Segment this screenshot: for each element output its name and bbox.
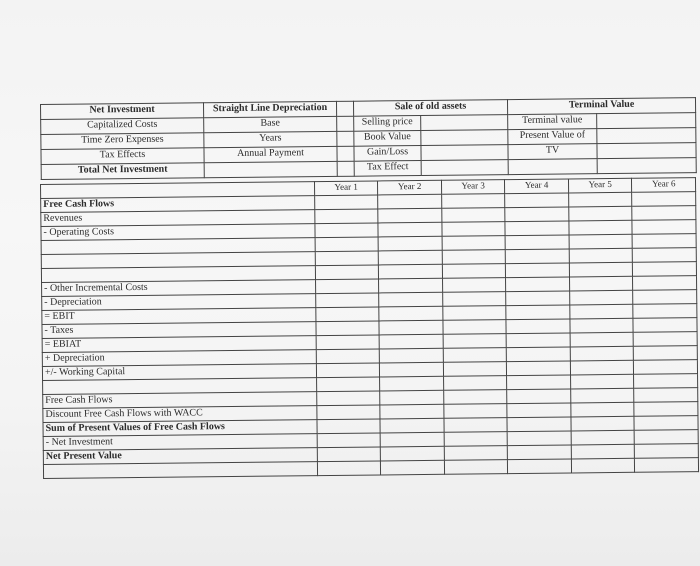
- value-cell[interactable]: [571, 402, 635, 417]
- value-cell[interactable]: [507, 347, 571, 362]
- value-cell[interactable]: [315, 265, 379, 280]
- value-cell[interactable]: [442, 250, 506, 265]
- sale-item: Selling price: [354, 116, 421, 132]
- value-cell[interactable]: [632, 192, 696, 207]
- row-label: - Taxes: [42, 322, 316, 339]
- summary-cell[interactable]: [597, 128, 696, 144]
- value-cell[interactable]: [633, 304, 697, 319]
- summary-cell[interactable]: [337, 146, 354, 161]
- value-cell[interactable]: [569, 248, 633, 263]
- terminal-item: TV: [508, 144, 597, 160]
- cash-flow-table: [40, 177, 699, 479]
- value-cell[interactable]: [633, 248, 697, 263]
- value-cell[interactable]: [570, 360, 634, 375]
- value-cell[interactable]: [316, 335, 380, 350]
- value-cell[interactable]: [633, 262, 697, 277]
- value-cell[interactable]: [378, 208, 442, 223]
- summary-cell[interactable]: [508, 159, 597, 175]
- summary-cell[interactable]: [421, 130, 508, 146]
- value-cell[interactable]: [507, 403, 571, 418]
- row-label: + Depreciation: [42, 350, 316, 367]
- value-cell[interactable]: [316, 349, 380, 364]
- year-header: Year 4: [505, 179, 569, 194]
- value-cell[interactable]: [379, 264, 443, 279]
- value-cell[interactable]: [633, 276, 697, 291]
- summary-table: [40, 97, 697, 180]
- summary-cell[interactable]: [421, 145, 508, 161]
- total-net-investment-label: Total Net Investment: [41, 163, 204, 180]
- value-cell[interactable]: [569, 206, 633, 221]
- value-cell[interactable]: [443, 348, 507, 363]
- value-cell[interactable]: [317, 419, 381, 434]
- value-cell[interactable]: [571, 458, 635, 473]
- sale-item: Gain/Loss: [354, 146, 421, 162]
- value-cell[interactable]: [315, 251, 379, 266]
- value-cell[interactable]: [316, 363, 380, 378]
- summary-cell[interactable]: [597, 143, 696, 159]
- value-cell[interactable]: [569, 192, 633, 207]
- value-cell[interactable]: [379, 320, 443, 335]
- value-cell[interactable]: [632, 234, 696, 249]
- sale-item: Tax Effect: [354, 161, 421, 177]
- value-cell[interactable]: [632, 206, 696, 221]
- value-cell[interactable]: [316, 377, 380, 392]
- row-label: Sum of Present Values of Free Cash Flows: [43, 420, 317, 437]
- value-cell[interactable]: [442, 264, 506, 279]
- value-cell[interactable]: [506, 277, 570, 292]
- value-cell[interactable]: [379, 278, 443, 293]
- net-investment-item: Capitalized Costs: [41, 118, 204, 135]
- value-cell[interactable]: [571, 388, 635, 403]
- value-cell[interactable]: [570, 290, 634, 305]
- summary-cell[interactable]: [337, 131, 354, 146]
- value-cell[interactable]: [444, 446, 508, 461]
- row-label: [43, 462, 317, 479]
- sale-title: Sale of old assets: [353, 100, 507, 117]
- value-cell[interactable]: [378, 222, 442, 237]
- summary-cell[interactable]: [421, 115, 508, 131]
- depreciation-title: Straight Line Depreciation: [203, 101, 336, 117]
- value-cell[interactable]: [442, 194, 506, 209]
- value-cell[interactable]: [380, 376, 444, 391]
- summary-cell[interactable]: [204, 161, 337, 177]
- value-cell[interactable]: [569, 276, 633, 291]
- year-header: Year 5: [568, 178, 632, 193]
- value-cell[interactable]: [570, 332, 634, 347]
- terminal-item: Present Value of: [508, 129, 597, 145]
- year-header: Year 2: [378, 180, 442, 195]
- value-cell[interactable]: [634, 416, 698, 431]
- value-cell[interactable]: [444, 390, 508, 405]
- value-cell[interactable]: [443, 362, 507, 377]
- terminal-title: Terminal Value: [507, 98, 695, 115]
- value-cell[interactable]: [442, 278, 506, 293]
- value-cell[interactable]: [315, 209, 379, 224]
- value-cell[interactable]: [506, 319, 570, 334]
- value-cell[interactable]: [634, 332, 698, 347]
- value-cell[interactable]: [381, 432, 445, 447]
- row-label: = EBIT: [42, 308, 316, 325]
- value-cell[interactable]: [380, 362, 444, 377]
- cash-flow-body: [41, 192, 699, 479]
- value-cell[interactable]: [570, 304, 634, 319]
- terminal-item: Terminal value: [508, 114, 597, 130]
- value-cell[interactable]: [507, 361, 571, 376]
- value-cell[interactable]: [317, 405, 381, 420]
- depreciation-item: Years: [204, 131, 337, 147]
- value-cell[interactable]: [632, 220, 696, 235]
- value-cell[interactable]: [379, 306, 443, 321]
- value-cell[interactable]: [634, 402, 698, 417]
- net-investment-title: Net Investment: [41, 103, 204, 120]
- summary-cell[interactable]: [421, 160, 508, 176]
- value-cell[interactable]: [443, 334, 507, 349]
- value-cell[interactable]: [315, 237, 379, 252]
- value-cell[interactable]: [634, 388, 698, 403]
- value-cell[interactable]: [317, 433, 381, 448]
- summary-spacer: [336, 101, 353, 116]
- value-cell[interactable]: [314, 195, 378, 210]
- value-cell[interactable]: [317, 391, 381, 406]
- year-header: Year 6: [632, 178, 696, 193]
- value-cell[interactable]: [317, 461, 381, 476]
- value-cell[interactable]: [634, 374, 698, 389]
- year-header: Year 3: [441, 180, 505, 195]
- row-label: - Net Investment: [43, 434, 317, 451]
- row-label: = EBIAT: [42, 336, 316, 353]
- value-cell[interactable]: [635, 458, 699, 473]
- value-cell[interactable]: [508, 459, 572, 474]
- value-cell[interactable]: [570, 346, 634, 361]
- value-cell[interactable]: [508, 431, 572, 446]
- value-cell[interactable]: [380, 404, 444, 419]
- value-cell[interactable]: [569, 220, 633, 235]
- value-cell[interactable]: [505, 221, 569, 236]
- value-cell[interactable]: [506, 263, 570, 278]
- value-cell[interactable]: [508, 445, 572, 460]
- value-cell[interactable]: [505, 207, 569, 222]
- value-cell[interactable]: [569, 234, 633, 249]
- summary-cell[interactable]: [337, 116, 354, 131]
- value-cell[interactable]: [571, 416, 635, 431]
- value-cell[interactable]: [635, 430, 699, 445]
- value-cell[interactable]: [443, 306, 507, 321]
- depreciation-item: Base: [204, 116, 337, 132]
- value-cell[interactable]: [316, 307, 380, 322]
- value-cell[interactable]: [444, 418, 508, 433]
- value-cell[interactable]: [507, 417, 571, 432]
- net-investment-item: Tax Effects: [41, 148, 204, 165]
- value-cell[interactable]: [506, 291, 570, 306]
- value-cell[interactable]: [570, 374, 634, 389]
- row-label: +/- Working Capital: [42, 364, 316, 381]
- value-cell[interactable]: [571, 444, 635, 459]
- row-label: Net Present Value: [43, 448, 317, 465]
- value-cell[interactable]: [380, 418, 444, 433]
- value-cell[interactable]: [506, 249, 570, 264]
- value-cell[interactable]: [633, 318, 697, 333]
- value-cell[interactable]: [443, 292, 507, 307]
- value-cell[interactable]: [506, 333, 570, 348]
- summary-cell[interactable]: [597, 113, 696, 129]
- value-cell[interactable]: [379, 334, 443, 349]
- value-cell[interactable]: [507, 375, 571, 390]
- value-cell[interactable]: [444, 404, 508, 419]
- row-label: - Other Incremental Costs: [42, 280, 316, 297]
- sale-item: Book Value: [354, 131, 421, 147]
- value-cell[interactable]: [505, 193, 569, 208]
- value-cell[interactable]: [378, 236, 442, 251]
- value-cell[interactable]: [444, 432, 508, 447]
- year-header: Year 1: [314, 181, 378, 196]
- value-cell[interactable]: [506, 305, 570, 320]
- value-cell[interactable]: [571, 430, 635, 445]
- value-cell[interactable]: [505, 235, 569, 250]
- value-cell[interactable]: [379, 250, 443, 265]
- value-cell[interactable]: [443, 376, 507, 391]
- value-cell[interactable]: [315, 223, 379, 238]
- value-cell[interactable]: [570, 318, 634, 333]
- value-cell[interactable]: [633, 290, 697, 305]
- row-label: Free Cash Flows: [41, 196, 315, 213]
- row-label: - Operating Costs: [41, 224, 315, 241]
- value-cell[interactable]: [442, 222, 506, 237]
- row-label: Revenues: [41, 210, 315, 227]
- value-cell[interactable]: [507, 389, 571, 404]
- value-cell[interactable]: [634, 346, 698, 361]
- row-label: - Depreciation: [42, 294, 316, 311]
- summary-cell[interactable]: [597, 158, 696, 174]
- summary-cell[interactable]: [337, 161, 354, 176]
- value-cell[interactable]: [316, 321, 380, 336]
- value-cell[interactable]: [316, 293, 380, 308]
- value-cell[interactable]: [635, 444, 699, 459]
- value-cell[interactable]: [442, 236, 506, 251]
- row-label: Free Cash Flows: [43, 392, 317, 409]
- value-cell[interactable]: [569, 262, 633, 277]
- value-cell[interactable]: [379, 292, 443, 307]
- value-cell[interactable]: [381, 446, 445, 461]
- net-investment-item: Time Zero Expenses: [41, 133, 204, 150]
- value-cell[interactable]: [380, 390, 444, 405]
- value-cell[interactable]: [634, 360, 698, 375]
- value-cell[interactable]: [443, 320, 507, 335]
- value-cell[interactable]: [317, 447, 381, 462]
- row-label: Discount Free Cash Flows with WACC: [43, 406, 317, 423]
- value-cell[interactable]: [315, 279, 379, 294]
- value-cell[interactable]: [380, 348, 444, 363]
- value-cell[interactable]: [378, 194, 442, 209]
- value-cell[interactable]: [444, 460, 508, 475]
- value-cell[interactable]: [381, 460, 445, 475]
- depreciation-item: Annual Payment: [204, 146, 337, 162]
- value-cell[interactable]: [442, 208, 506, 223]
